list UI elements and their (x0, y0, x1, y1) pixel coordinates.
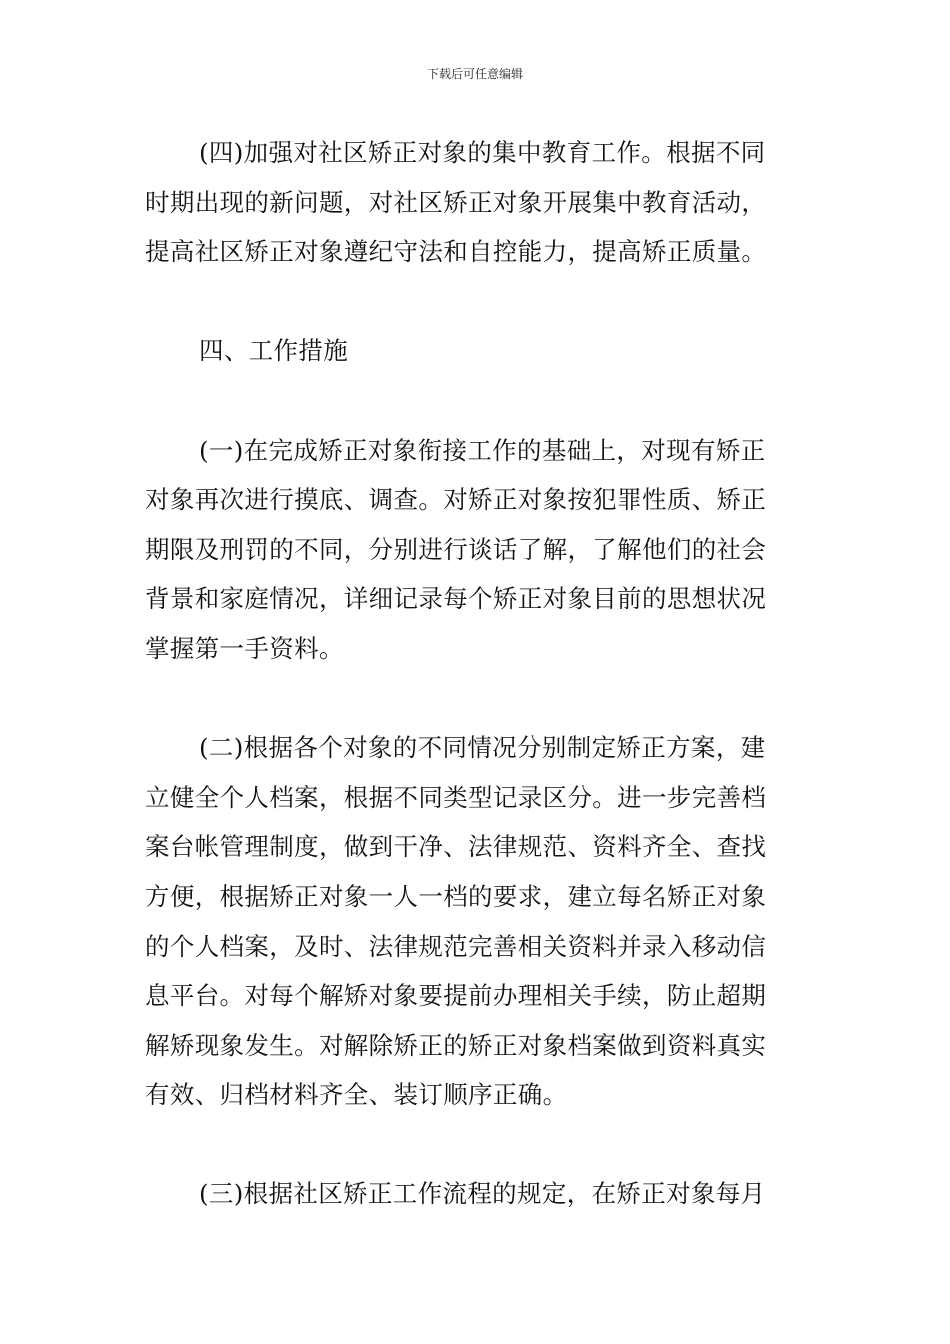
paragraph-line: 有效、归档材料齐全、装订顺序正确。 (145, 1080, 568, 1110)
paragraph-line: 时期出现的新问题，对社区矫正对象开展集中教育活动， (145, 187, 767, 217)
paragraph-line: 的个人档案，及时、法律规范完善相关资料并录入移动信 (145, 931, 767, 961)
document-body (145, 128, 810, 1219)
paragraph-spacer (145, 1120, 810, 1170)
paragraph-line: 方便，根据矫正对象一人一档的要求，建立每名矫正对象 (145, 881, 767, 911)
paragraph-line: (一)在完成矫正对象衔接工作的基础上，对现有矫正 (199, 435, 766, 465)
paragraph-line: 掌握第一手资料。 (145, 633, 344, 663)
paragraph-line: 期限及刑罚的不同，分别进行谈话了解，了解他们的社会 (145, 534, 767, 564)
paragraph-line: 对象再次进行摸底、调查。对矫正对象按犯罪性质、矫正 (145, 485, 767, 515)
paragraph-line: 案台帐管理制度，做到干净、法律规范、资料齐全、查找 (145, 832, 767, 862)
paragraph-spacer (145, 277, 810, 327)
paragraph-spacer (145, 674, 810, 724)
page-header-note: 下载后可任意编辑 (426, 67, 523, 81)
paragraph-line: 解矫现象发生。对解除矫正的矫正对象档案做到资料真实 (145, 1030, 767, 1060)
paragraph-line: 立健全个人档案，根据不同类型记录区分。进一步完善档 (145, 782, 767, 812)
paragraph-line: (二)根据各个对象的不同情况分别制定矫正方案，建 (199, 733, 766, 763)
paragraph-spacer (145, 376, 810, 426)
paragraph-line: 背景和家庭情况，详细记录每个矫正对象目前的思想状况 (145, 584, 767, 614)
paragraph-line: 提高社区矫正对象遵纪守法和自控能力，提高矫正质量。 (145, 237, 767, 267)
paragraph-line: (三)根据社区矫正工作流程的规定，在矫正对象每月 (199, 1179, 766, 1209)
paragraph-line: (四)加强对社区矫正对象的集中教育工作。根据不同 (199, 138, 766, 167)
paragraph-line: 息平台。对每个解矫对象要提前办理相关手续，防止超期 (145, 981, 767, 1011)
section-heading: 四、工作措施 (199, 336, 349, 366)
